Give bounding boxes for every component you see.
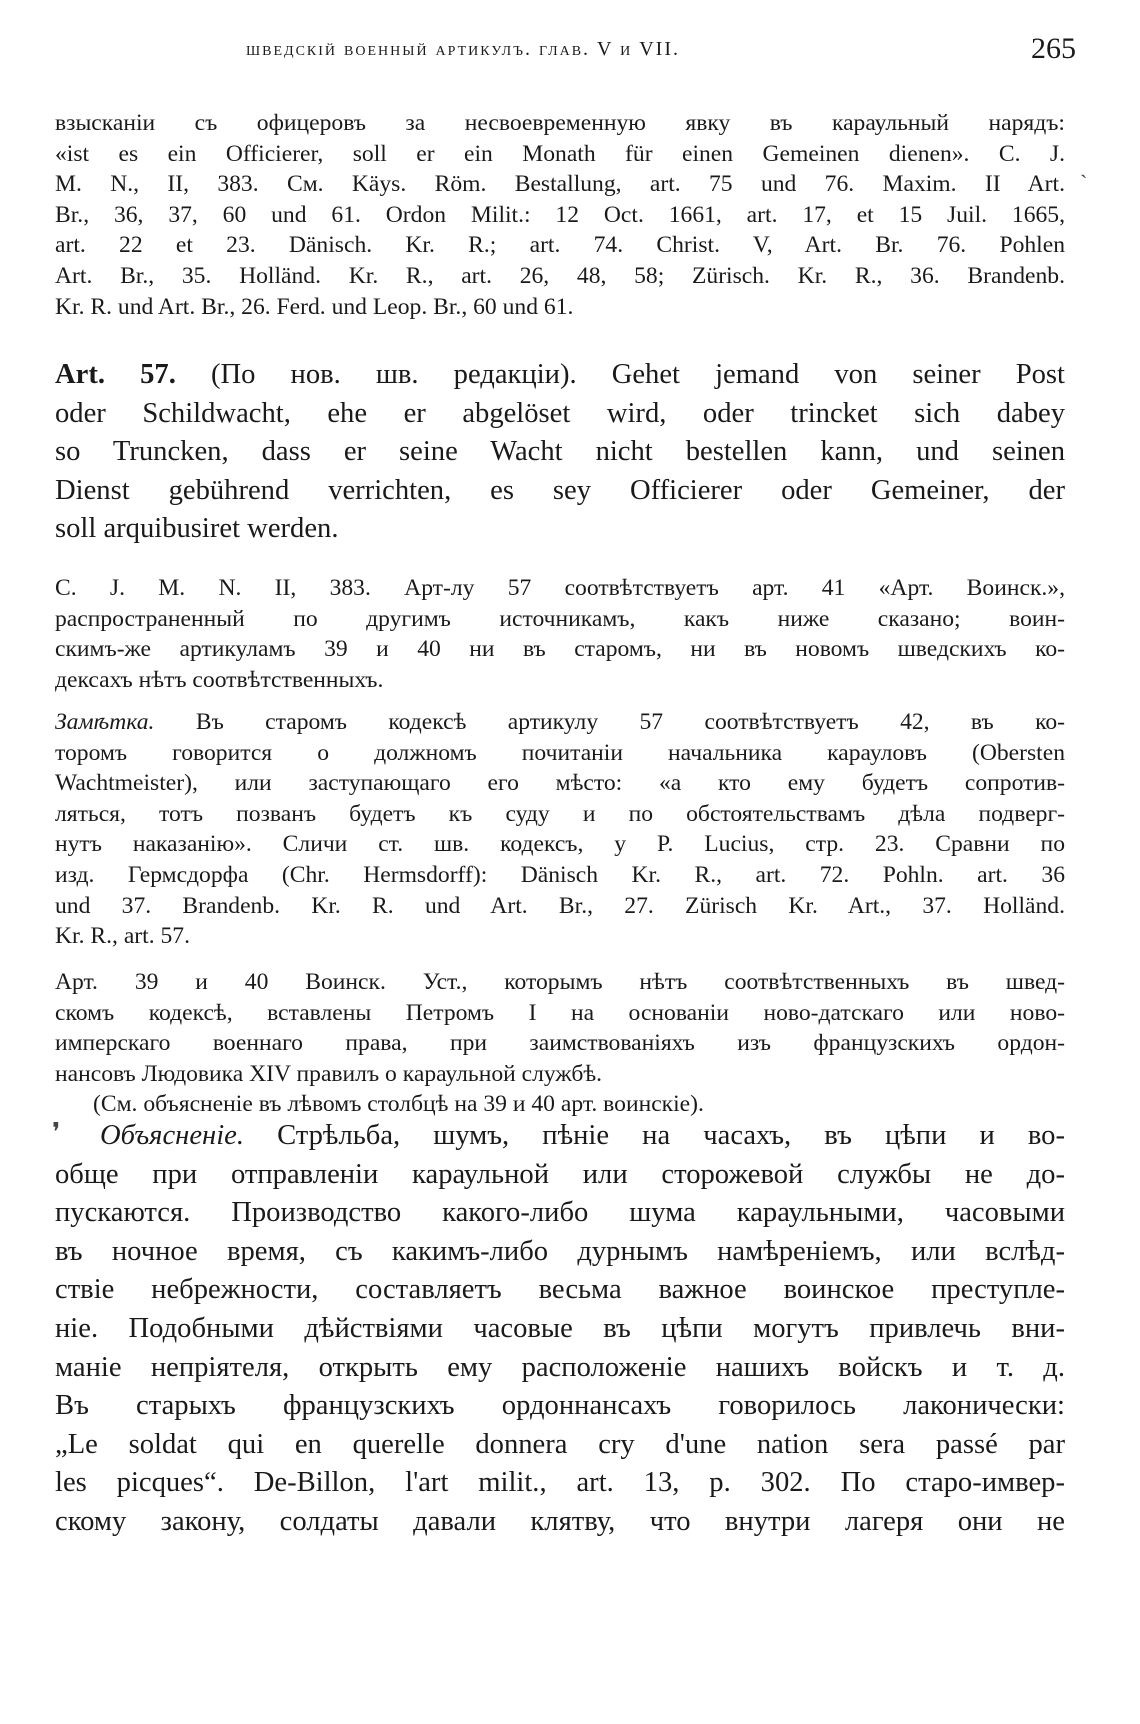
text-line: обще при отправленіи караульной или сторожевой службы не до- [55, 1158, 1065, 1190]
text-line: нутъ наказанію». Сличи ст. шв. кодексъ, у P. Lucius, стр. 23. Сравни по [55, 831, 1065, 858]
continuation-paragraph [55, 108, 1065, 322]
note-first-line: Въ старомъ кодексѣ артикулу 57 соотвѣтствуетъ 42, въ ко- [195, 709, 1065, 735]
explanation-paragraph [55, 1117, 1065, 1542]
text-line: въ ночное время, съ какимъ-либо дурнымъ намѣреніемъ, или вслѣд- [55, 1235, 1065, 1267]
text-line: «ist es ein Officierer, soll er ein Monath für einen Gemeinen dienen». C. J. [55, 140, 1065, 167]
text-line: „Le soldat qui en querelle donnera cry d'une nation sera passé par [55, 1428, 1065, 1460]
text-line: Kr. R., art. 57. [55, 923, 190, 950]
text-line: имперскаго военнаго права, при заимствованіяхъ изъ французскихъ ордон- [55, 1030, 1065, 1057]
text-line: ніе. Подобными дѣйствіями часовые въ цѣпи могутъ привлечь вни- [55, 1312, 1065, 1344]
text-line: торомъ говорится о должномъ почитаніи начальника карауловъ (Obersten [55, 739, 1065, 766]
text-line: C. J. M. N. II, 383. Арт-лу 57 соотвѣтствуетъ арт. 41 «Арт. Воинск.», [55, 575, 1065, 601]
note-paragraph [55, 707, 1065, 952]
text-line: скомъ кодексѣ, вставлены Петромъ I на основаніи ново-датскаго или ново- [55, 999, 1065, 1026]
text-line: Art. Br., 35. Holländ. Kr. R., art. 26, 48, 58; Zürisch. Kr. R., 36. Brandenb. [55, 262, 1065, 289]
note-label: Замѣтка. [55, 709, 155, 735]
text-line: ляться, тотъ позванъ будетъ къ суду и по обстоятельствамъ дѣла подверг- [55, 800, 1065, 827]
text-line: les picques“. De-Billon, l'art milit., art. 13, p. 302. По старо-имвер- [55, 1467, 1065, 1499]
page-header [56, 32, 1076, 72]
text-line: распространенный по другимъ источникамъ, какъ ниже сказано; воин- [55, 605, 1065, 632]
article-first-line: (По нов. шв. редакціи). Gehet jemand von seiner Post [210, 359, 1065, 390]
text-line: скимъ-же артикуламъ 39 и 40 ни въ старомъ, ни въ новомъ шведскихъ ко- [55, 636, 1065, 663]
margin-mark: ˋ [1080, 170, 1088, 195]
text-line: Арт. 39 и 40 Воинск. Уст., которымъ нѣтъ соотвѣтственныхъ въ швед- [55, 969, 1065, 995]
text-line [55, 356, 1065, 395]
text-line: пускаются. Производство какого-либо шума караульными, часовыми [55, 1197, 1065, 1229]
text-line: Br., 36, 37, 60 und 61. Ordon Milit.: 12 Oct. 1661, art. 17, et 15 Juil. 1665, [55, 201, 1065, 228]
text-line: маніе непріятеля, открыть ему расположеніе нашихъ войскъ и т. д. [55, 1351, 1065, 1383]
text-line: und 37. Brandenb. Kr. R. und Art. Br., 27. Zürisch Kr. Art., 37. Holländ. [55, 892, 1065, 919]
article-57 [55, 356, 1065, 549]
explanation-label: Объясненіе. [100, 1120, 244, 1151]
articles-39-40-paragraph [55, 967, 1065, 1120]
text-line: дексахъ нѣтъ соотвѣтственныхъ. [55, 666, 384, 693]
text-line: art. 22 et 23. Dänisch. Kr. R.; art. 74. Christ. V, Art. Br. 76. Pohlen [55, 232, 1065, 259]
text-line [55, 707, 1065, 738]
text-line: взысканіи съ офицеровъ за несвоевременную явку въ караульный нарядъ: [55, 110, 1065, 136]
page-number: 265 [1031, 32, 1076, 65]
reference-paragraph [55, 573, 1065, 695]
text-line: (См. объясненіе въ лѣвомъ столбцѣ на 39 и 40 арт. воинскіе). [93, 1091, 704, 1118]
text-line: M. N., II, 383. См. Käys. Röm. Bestallung, art. 75 und 76. Maxim. II Art. [55, 171, 1065, 198]
margin-mark: ❜ [52, 1118, 61, 1147]
text-line: скому закону, солдаты давали клятву, что внутри лагеря они не [55, 1505, 1065, 1537]
text-line: Wachtmeister), или заступающаго его мѣсто: «а кто ему будетъ сопротив- [55, 770, 1065, 797]
text-line: Kr. R. und Art. Br., 26. Ferd. und Leop. Br., 60 und 61. [55, 293, 574, 320]
article-label: Art. 57. [55, 359, 176, 390]
text-line: нансовъ Людовика XIV правилъ о караульной службѣ. [55, 1060, 603, 1087]
text-line: Dienst gebührend verrichten, es sey Officierer oder Gemeiner, der [55, 474, 1065, 506]
text-line [55, 1117, 1065, 1156]
text-line: Въ старыхъ французскихъ ордоннансахъ говорилось лаконически: [55, 1390, 1065, 1422]
text-line: soll arquibusiret werden. [55, 513, 339, 545]
text-line: ствіе небрежности, составляетъ весьма важное воинское преступле- [55, 1274, 1065, 1306]
text-line: oder Schildwacht, ehe er abgelöset wird, oder trincket sich dabey [55, 397, 1065, 429]
text-line: so Truncken, dass er seine Wacht nicht bestellen kann, und seinen [55, 436, 1065, 468]
explanation-first-line: Стрѣльба, шумъ, пѣніе на часахъ, въ цѣпи и во- [277, 1120, 1065, 1151]
running-head: шведскій военный артикулъ. глав. V и VII. [246, 38, 680, 60]
text-line: изд. Гермсдорфа (Chr. Hermsdorff): Dänisch Kr. R., art. 72. Pohln. art. 36 [55, 861, 1065, 888]
